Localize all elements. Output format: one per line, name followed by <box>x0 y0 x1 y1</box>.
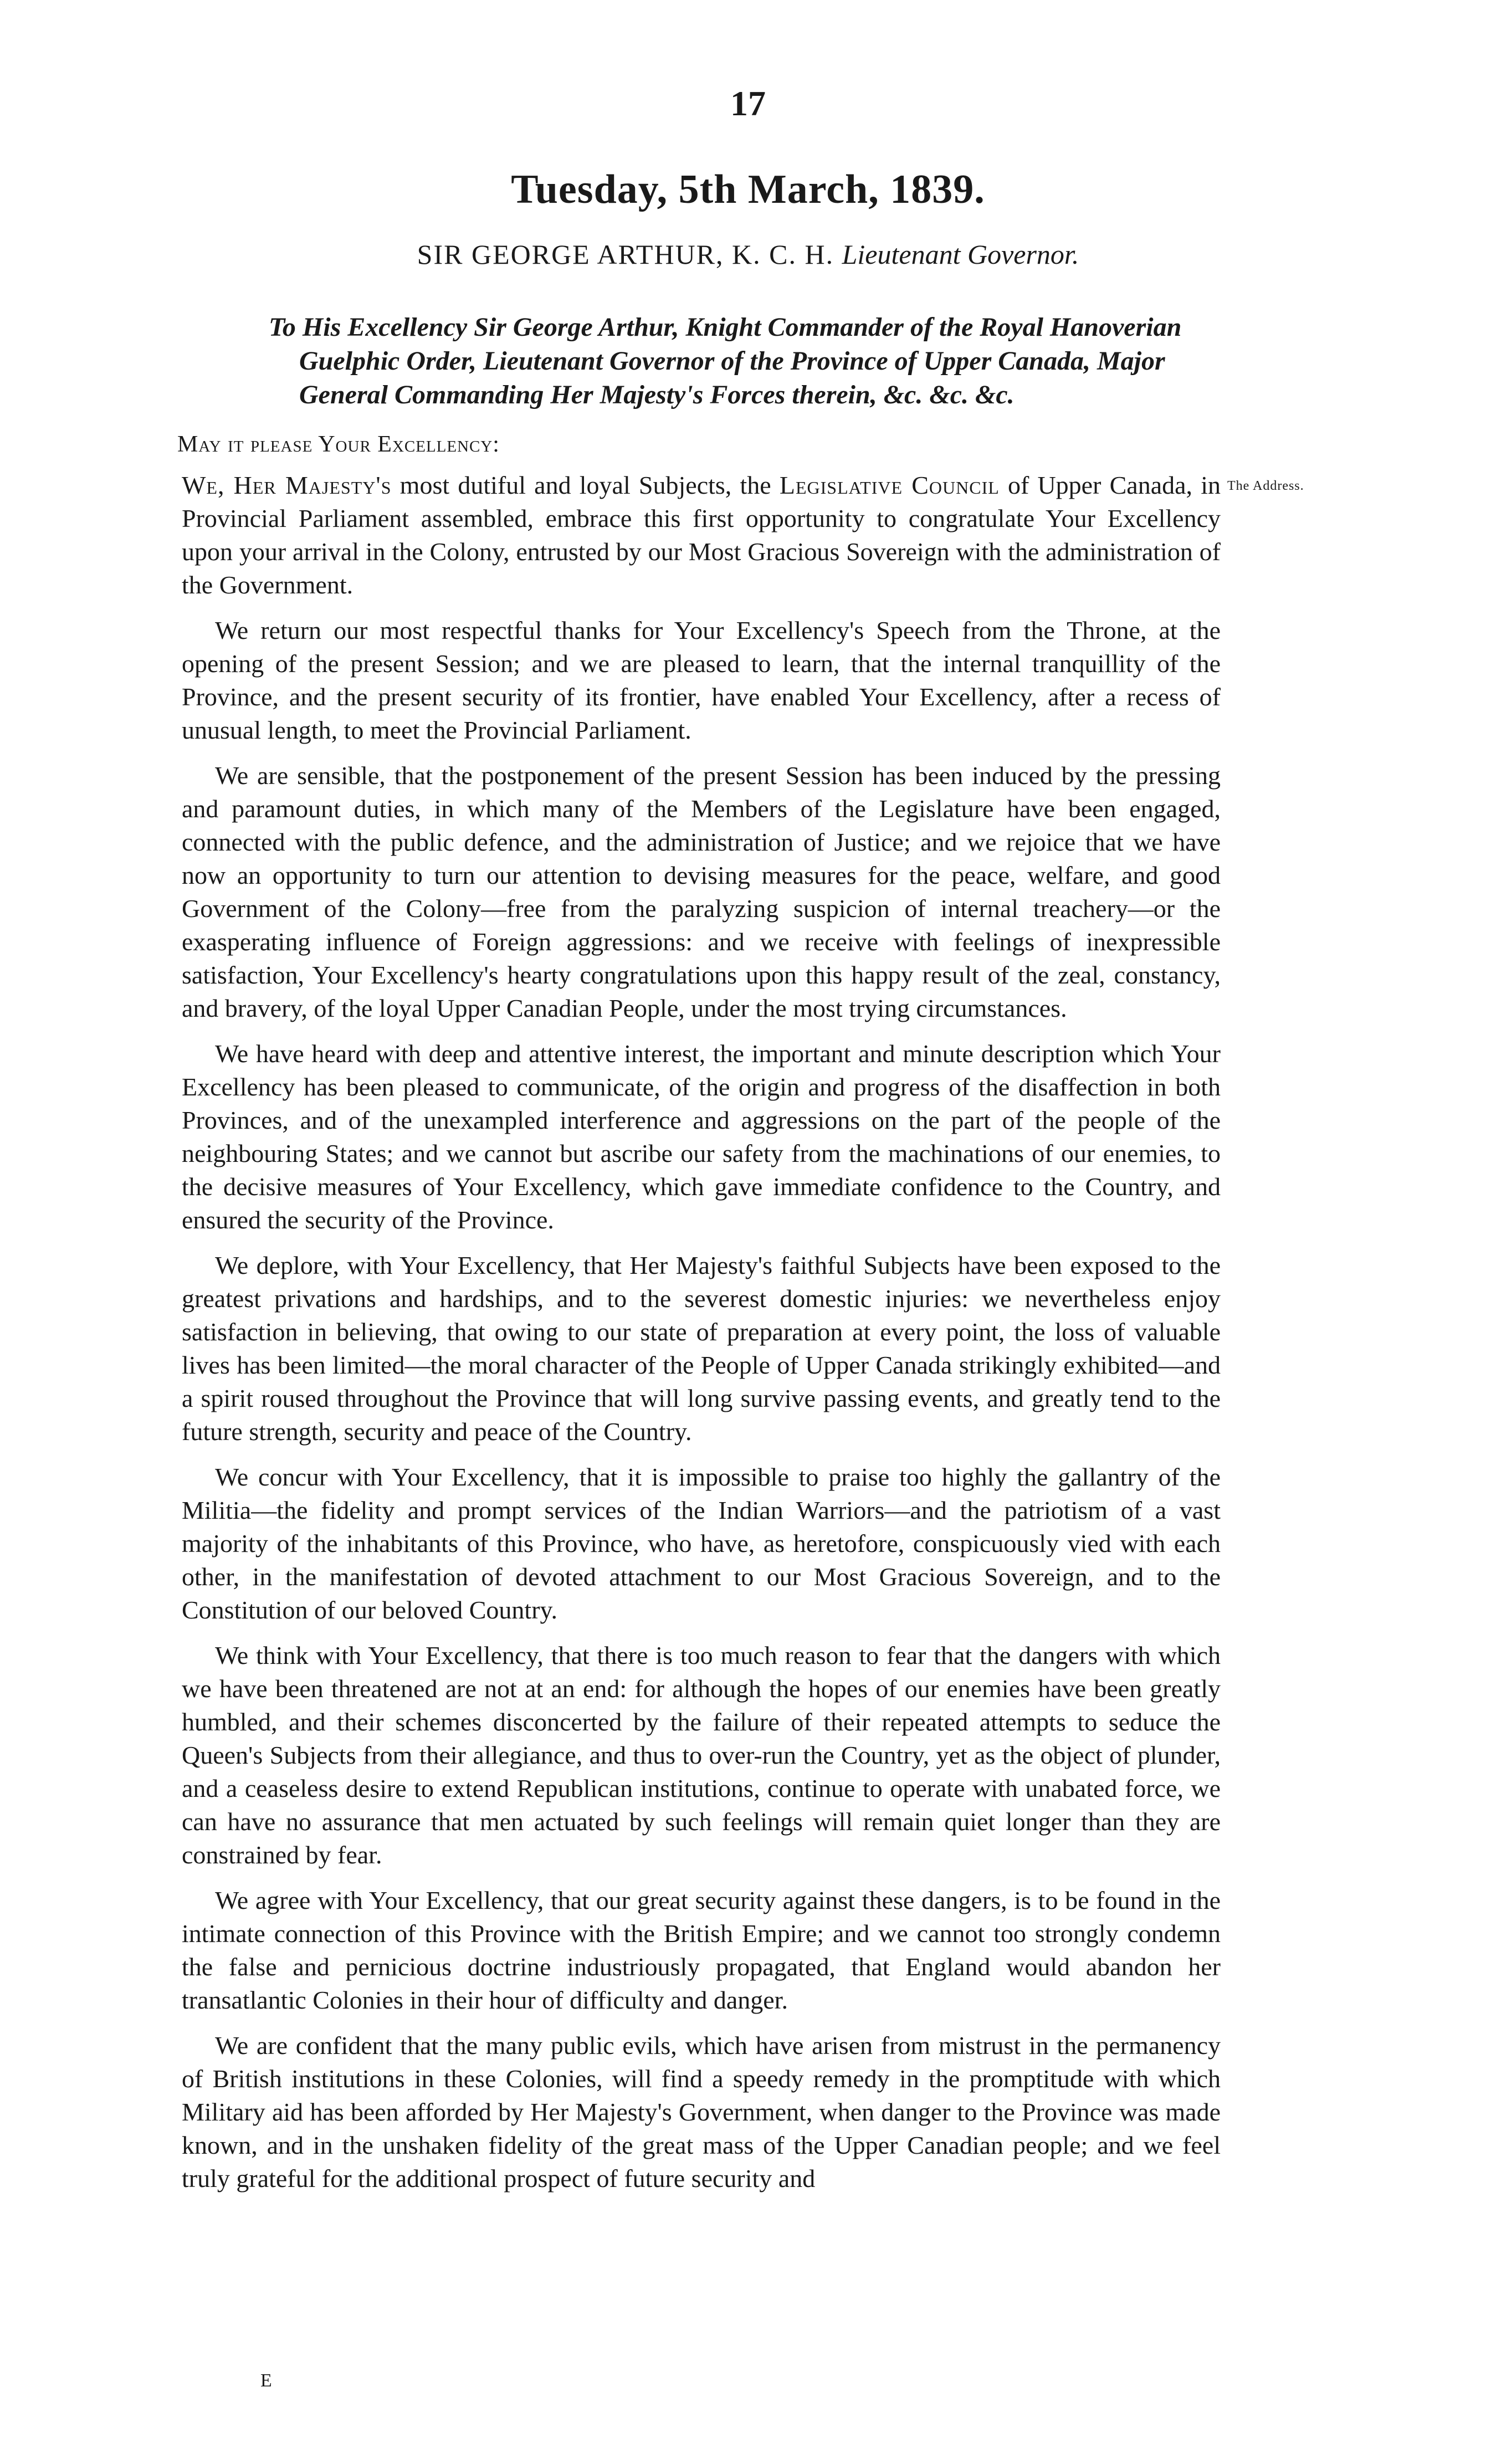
salutation: May it please Your Excellency: <box>177 432 500 457</box>
governor-title: Lieutenant Governor. <box>842 239 1079 270</box>
paragraph-1-her-majesty: Her Majesty's <box>233 471 392 499</box>
paragraph-5: We deplore, with Your Excellency, that Her Majesty's faithful Subjects have been exposed to the greatest privations and hardships, and to the severest domestic injuries: we nevertheless enjoy satisfaction in believing, that owing to our state of preparation at every point, the loss of valuable lives has been limited—the moral character of the People of Upper Canada strikingly exhibited—and a spirit roused throughout the Province that will long survive passing events, and greatly tend to the future strength, security and peace of the Country. <box>182 1251 1221 1446</box>
paragraph-1 <box>182 469 1221 602</box>
paragraph-9: We are confident that the many public evils, which have arisen from mistrust in the permanency of British institutions in these Colonies, will find a speedy remedy in the promptitude with which Military aid has been afforded by Her Majesty's Government, when danger to the Province was made known, and in the unshaken fidelity of the great mass of the Upper Canadian people; and we feel truly grateful for the additional prospect of future security and <box>182 2031 1221 2193</box>
address-body <box>182 469 1221 2207</box>
paragraph-3: We are sensible, that the postponement of the present Session has been induced by the pressing and paramount duties, in which many of the Members of the Legislature have been engaged, connected with the public defence, and the administration of Justice; and we rejoice that we have now an opportunity to turn our attention to devising measures for the peace, welfare, and good Government of the Colony—free from the paralyzing suspicion of internal treachery—or the exasperating influence of Foreign aggressions: and we receive with feelings of inexpressible satisfaction, Your Excellency's hearty congratulations upon this happy result of the zeal, constancy, and bravery, of the loyal Upper Canadian People, under the most trying circumstances. <box>182 761 1221 1022</box>
paragraph-6: We concur with Your Excellency, that it is impossible to praise too highly the gallantry of the Militia—the fidelity and prompt services of the Indian Warriors—and the patriotism of a vast majority of the inhabitants of this Province, who have, as heretofore, conspicuously vied with each other, in the manifestation of devoted attachment to our Most Gracious Sovereign, and to the Constitution of our beloved Country. <box>182 1463 1221 1624</box>
paragraph-1-legislative-council: Legislative Council <box>779 471 1000 499</box>
paragraph-1-text-a: most dutiful and loyal Subjects, the <box>391 471 780 499</box>
governor-line <box>0 238 1496 270</box>
address-to: To His Excellency Sir George Arthur, Knight Commander of the Royal Hanoverian Guelphic Order, Lieutenant Governor of the Province of Upper Canada, Major General Commanding Her Majesty's Forces therein, &c. &c. &c. <box>269 313 1182 409</box>
paragraph-8: We agree with Your Excellency, that our great security against these dangers, is to be found in the intimate connection of this Province with the British Empire; and we cannot too strongly condemn the false and pernicious doctrine industriously propagated, that England would abandon her transatlantic Colonies in their hour of difficulty and danger. <box>182 1886 1221 2014</box>
paragraph-7: We think with Your Excellency, that there is too much reason to fear that the dangers with which we have been threatened are not at an end: for although the hopes of our enemies have been greatly humbled, and their schemes disconcerted by the failure of their repeated attempts to seduce the Queen's Subjects from their allegiance, and thus to over-run the Country, yet as the object of plunder, and a ceaseless desire to extend Republican institutions, continue to operate with unabated force, we can have no assurance that men actuated by such feelings will remain quiet longer than they are constrained by fear. <box>182 1641 1221 1869</box>
date-heading: Tuesday, 5th March, 1839. <box>511 167 985 212</box>
governor-name: SIR GEORGE ARTHUR, K. C. H. <box>417 239 834 270</box>
paragraph-1-text-b: of Upper Canada, in Provincial Parliament assembled, embrace this first opportunity to congratulate Your Excellency upon your arrival in the Colony, entrusted by our Most Gracious Sovereign with the administration of the Government. <box>182 471 1221 599</box>
page-number: 17 <box>730 84 766 123</box>
paragraph-1-lead: We, <box>182 471 234 499</box>
signature-mark: E <box>260 2370 272 2391</box>
margin-note: The Address. <box>1227 479 1304 493</box>
paragraph-2: We return our most respectful thanks for Your Excellency's Speech from the Throne, at the opening of the present Session; and we are pleased to learn, that the internal tranquillity of the Province, and the present security of its frontier, have enabled Your Excellency, after a recess of unusual length, to meet the Provincial Parliament. <box>182 616 1221 744</box>
paragraph-4: We have heard with deep and attentive interest, the important and minute description which Your Excellency has been pleased to communicate, of the origin and progress of the disaffection in both Provinces, and of the unexampled interference and aggressions on the part of the people of the neighbouring States; and we cannot but ascribe our safety from the machinations of our enemies, to the decisive measures of Your Excellency, which gave immediate confidence to the Country, and ensured the security of the Province. <box>182 1039 1221 1234</box>
